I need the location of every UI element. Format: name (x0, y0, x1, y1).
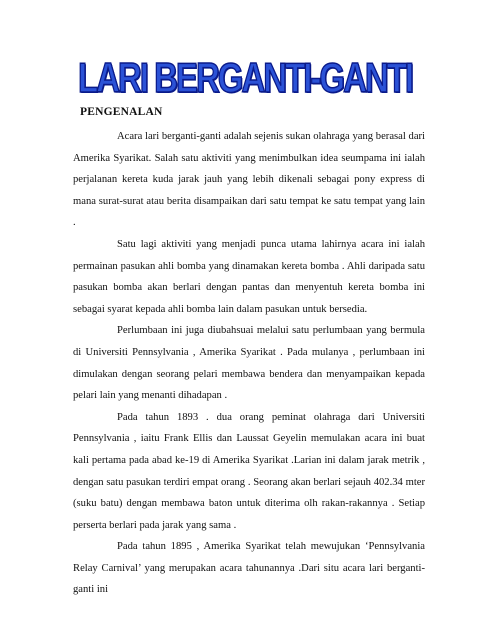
wordart-title (77, 50, 413, 106)
paragraph-3: Perlumbaan ini juga diubahsuai melalui satu perlumbaan yang bermula di Universiti Pennsylvania , Amerika Syarikat . Pada mulanya , perlumbaan ini dimulakan dengan seorang pelari membawa bendera dan menyampaikan kepada pelari lain yang menanti dihadapan . (73, 325, 425, 402)
paragraph-2: Satu lagi aktiviti yang menjadi punca utama lahirnya acara ini ialah permainan pasukan ahli bomba yang dinamakan kereta bomba . Ahli daripada satu pasukan bomba akan berlari dengan pantas dan menyentuh kereta bomba ini sebagai syarat kepada ahli bomba lain dalam pasukan untuk bersedia. (73, 238, 425, 315)
paragraph-4: Pada tahun 1893 . dua orang peminat olahraga dari Universiti Pennsylvania , iaitu Frank Ellis dan Laussat Geyelin memulakan acara ini buat kali pertama pada abad ke-19 di Amerika Syarikat .Larian ini dalam jarak metrik , dengan satu pasukan terdiri empat orang . Seorang akan berlari sejauh 402.34 mter (suku batu) dengan membawa baton untuk diterima olh rakan-rakannya . Setiap perserta berlari pada jarak yang sama . (73, 411, 425, 531)
body-text (73, 126, 425, 601)
section-heading: PENGENALAN (80, 106, 163, 118)
paragraph-5: Pada tahun 1895 , Amerika Syarikat telah mewujukan ‘Pennsylvania Relay Carnival’ yang merupakan acara tahunannya .Dari situ acara lari berganti-ganti ini (73, 541, 425, 596)
paragraph-1: Acara lari berganti-ganti adalah sejenis sukan olahraga yang berasal dari Amerika Syarikat. Salah satu aktiviti yang menimbulkan idea seumpama ini ialah perjalanan kereta kuda jarak jauh yang lebih dikenali sebagai pony express di mana surat-surat atau berita disampaikan dari satu tempat ke satu tempat yang lain . (73, 131, 425, 229)
document-title: LARI BERGANTI-GANTI (77, 54, 413, 101)
